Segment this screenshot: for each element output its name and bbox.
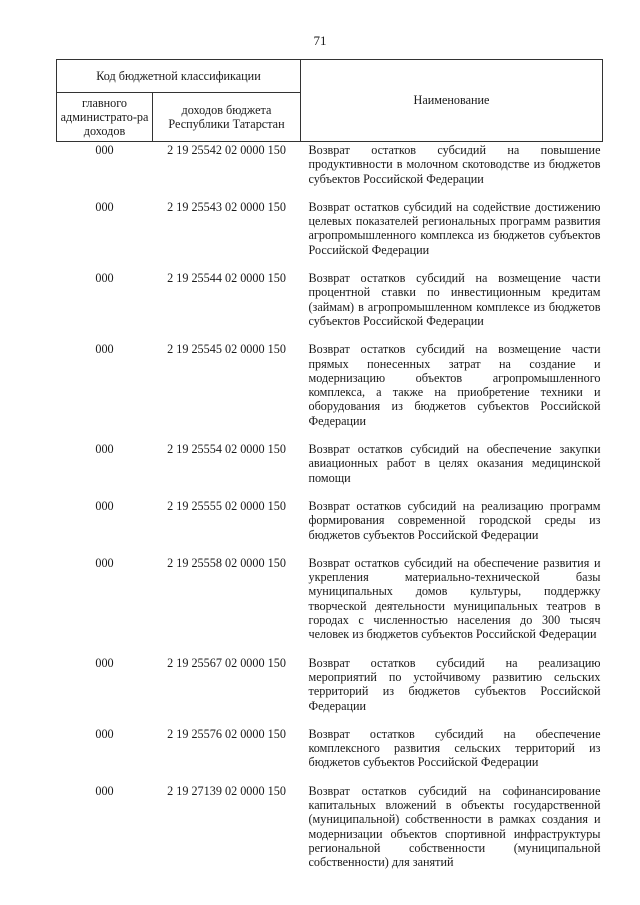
table-row [57,142,603,199]
header-revenue-code: доходов бюджета Республики Татарстан [153,93,301,142]
table-row [57,199,603,270]
revenue-code-cell: 2 19 25558 02 0000 150 [167,555,286,570]
description-cell: Возврат остатков субсидий на реализацию программ формирования современной городской среды из бюджетов субъектов Российской Федерации [308,498,601,542]
admin-code-cell: 000 [95,271,114,286]
admin-code-cell: 000 [95,143,114,157]
admin-code-cell: 000 [95,442,114,457]
description-cell: Возврат остатков субсидий на содействие достижению целевых показателей региональных программ развития агропромышленного комплекса из бюджетов субъектов Российской Федерации [308,199,601,257]
revenue-code-cell: 2 19 25555 02 0000 150 [167,498,286,513]
description-cell: Возврат остатков субсидий на обеспечение закупки авиационных работ в целях оказания медицинской помощи [308,442,601,485]
table-row [57,441,603,498]
revenue-code-cell: 2 19 25567 02 0000 150 [167,655,286,670]
table-row [57,726,603,783]
table-header [57,60,603,142]
header-chief-administrator: главного администрато-ра доходов [57,93,153,142]
admin-code-cell: 000 [95,655,114,670]
admin-code-cell: 000 [95,726,114,741]
revenue-code-cell: 2 19 25545 02 0000 150 [167,342,286,357]
description-cell: Возврат остатков субсидий на возмещение части прямых понесенных затрат на создание и модернизацию объектов агропромышленного комплекса, а также на приобретение техники и оборудования из бюджетов субъектов Российской Федерации [308,342,601,428]
admin-code-cell: 000 [95,555,114,570]
description-cell: Возврат остатков субсидий на софинансирование капитальных вложений в объекты государственной (муниципальной) собственности в рамках создания и модернизации объектов спортивной инфраструктуры региональной собственности (муниципальной собственности) для занятий [308,783,601,870]
header-budget-classification-code: Код бюджетной классификации [57,60,301,93]
header-name: Наименование [301,60,603,142]
admin-code-cell: 000 [95,342,114,357]
description-cell: Возврат остатков субсидий на реализацию мероприятий по устойчивому развитию сельских территорий из бюджетов субъектов Российской Федерации [308,655,601,713]
table-row [57,783,603,883]
revenue-code-cell: 2 19 25554 02 0000 150 [167,442,286,457]
description-cell: Возврат остатков субсидий на возмещение части процентной ставки по инвестиционным кредитам (займам) в агропромышленном комплексе из бюджетов субъектов Российской Федерации [308,271,601,328]
table-row [57,498,603,555]
description-cell: Возврат остатков субсидий на обеспечение комплексного развития сельских территорий из бюджетов субъектов Российской Федерации [308,726,601,770]
description-cell: Возврат остатков субсидий на повышение продуктивности в молочном скотоводстве из бюджетов субъектов Российской Федерации [308,143,601,186]
table-row [57,655,603,726]
revenue-code-cell: 2 19 25576 02 0000 150 [167,726,286,741]
revenue-code-cell: 2 19 25544 02 0000 150 [167,271,286,286]
table-row [57,270,603,341]
budget-classification-table [56,59,603,882]
page-number: 71 [313,33,327,48]
table-row [57,341,603,441]
revenue-code-cell: 2 19 25543 02 0000 150 [167,199,286,214]
revenue-code-cell: 2 19 25542 02 0000 150 [167,143,286,157]
table-body [57,142,603,883]
revenue-code-cell: 2 19 27139 02 0000 150 [167,783,286,798]
admin-code-cell: 000 [95,498,114,513]
admin-code-cell: 000 [95,783,114,798]
description-cell: Возврат остатков субсидий на обеспечение развития и укрепления материально-технической базы муниципальных домов культуры, поддержку творческой деятельности муниципальных театров в городах с численностью населения до 300 тысяч человек из бюджетов субъектов Российской Федерации [308,555,601,642]
admin-code-cell: 000 [95,199,114,214]
table-row [57,555,603,655]
